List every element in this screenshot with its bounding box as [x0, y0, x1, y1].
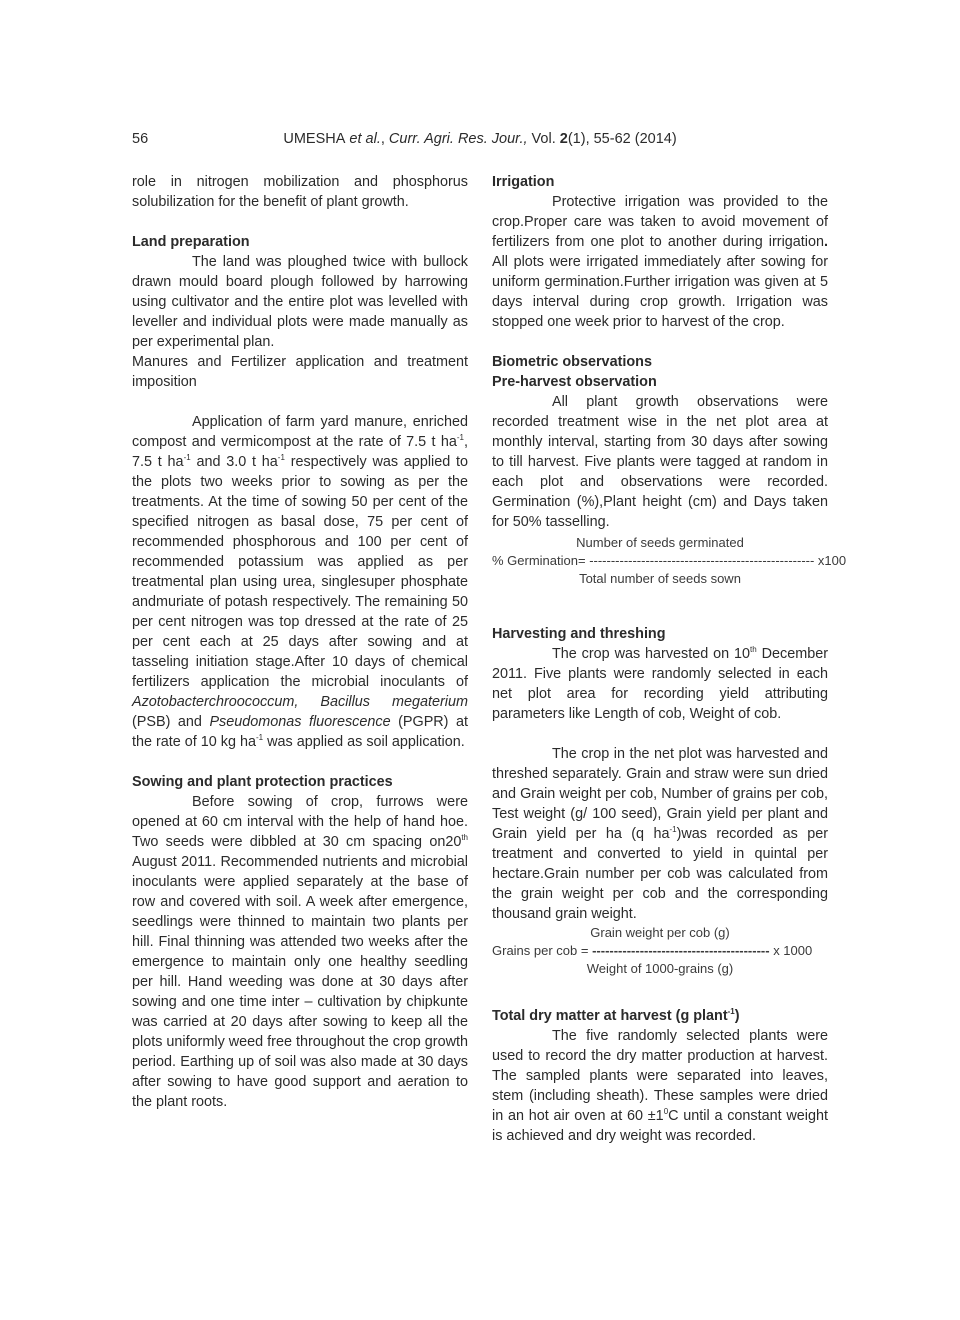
germination-formula — [492, 534, 847, 588]
superscript: -1 — [456, 433, 464, 443]
text-run: )was recorded as per treatment and converted to yield in quintal per hectare.Grain number per cob was calculated from the grain weight per cob and the corresponding thousand grain weight. — [492, 826, 828, 922]
formula-fraction-bar: ----------------------------------------- — [592, 943, 770, 958]
intro-paragraph: role in nitrogen mobilization and phosphorus solubilization for the benefit of plant growth. — [132, 174, 468, 210]
species-name: Pseudomonas fluorescence — [209, 714, 391, 730]
species-name: Azotobacterchroococcum, Bacillus megaterium — [132, 694, 468, 710]
formula-denominator: Weight of 1000-grains (g) — [586, 961, 734, 976]
sowing-paragraph — [132, 792, 468, 1112]
text-run: (PGPR) at the rate of 10 kg ha — [132, 714, 468, 750]
running-header — [132, 129, 828, 149]
application-paragraph — [132, 412, 468, 752]
text-run: December 2011. Five plants were randomly selected in each net plot area for recording yield attributing parameters like Length of cob, Weight of cob. — [492, 646, 828, 722]
bold-period: . — [824, 234, 828, 250]
separator: , — [380, 131, 389, 147]
superscript: -1 — [727, 1007, 735, 1017]
text-run: respectively was applied to the plots two weeks prior to sowing as per the treatments. At the time of sowing 50 per cent of the specified nitrogen as basal dose, 75 per cent of recommended phosphorous and 100 per cent of recommended potassium was applied as per treatmental plan using urea, singlesuper phosphate andmuriate of potash respectively. The remaining 50 per cent nitrogen was top dressed at the rate of 25 per cent each at 25 days after sowing and at tasseling initiation stage.After 10 days of chemical fertilizers application the microbial inoculants of — [132, 454, 468, 690]
journal-name: Curr. Agri. Res. Jour., — [388, 131, 528, 147]
formula-multiplier: x 1000 — [769, 943, 813, 958]
right-column — [492, 172, 847, 1146]
journal-citation — [132, 129, 828, 149]
formula-denominator: Total number of seeds sown — [579, 571, 741, 586]
superscript: -1 — [183, 453, 191, 463]
superscript: -1 — [669, 825, 677, 835]
formula-numerator: Grain weight per cob (g) — [590, 925, 730, 940]
preharvest-heading: Pre-harvest observation — [492, 374, 657, 390]
text-run: The five randomly selected plants were used to record the dry matter production at harvest. The sampled plants were separated into leaves, stem (including sheath). These samples were dried in an hot air oven at 60 ±1 — [492, 1028, 828, 1124]
formula-lhs: Grains per cob = — [492, 943, 593, 958]
irrigation-paragraph — [492, 192, 828, 332]
superscript: -1 — [277, 453, 285, 463]
preharvest-paragraph: All plant growth observations were recorded treatment wise in the net plot area at monthly interval, starting from 30 days after sowing to till harvest. Five plants were tagged at random in each plot and observations were recorded. Germination (%),Plant height (cm) and Days taken for 50% tasselling. — [492, 394, 828, 530]
text-run: August 2011. Recommended nutrients and microbial inoculants were applied separately at the base of row and covered with soil. A week after emergence, seedlings were thinned to maintain two plants per hill. Final thinning was attended two weeks after the emergence to maintain only one healthy seedling per hill. Hand weeding was done at 30 days after sowing and one time inter – cultivation by chipkunte was carried at 20 days after sowing to keep all the plots uniformly weed free throughout the crop growth period. Earthing up of soil was also made at 30 days after sowing to have good support and aeration to the plant roots. — [132, 854, 468, 1110]
text-run: and 3.0 t ha — [190, 454, 278, 470]
text-run: C until a constant weight is achieved and dry weight was recorded. — [492, 1108, 828, 1144]
harvesting-paragraph — [492, 644, 828, 724]
text-run: All plots were irrigated immediately after sowing for uniform germination.Further irrigation was given at 5 days interval during crop growth. Irrigation was stopped one week prior to harvest of the crop. — [492, 254, 828, 330]
irrigation-heading: Irrigation — [492, 174, 555, 190]
text-run: was applied as soil application. — [263, 734, 465, 750]
text-run: Application of farm yard manure, enriched compost and vermicompost at the rate of 7.5 t ha — [132, 414, 468, 450]
formula-lhs: % Germination= — [492, 553, 590, 568]
text-run: Before sowing of crop, furrows were opened at 60 cm interval with the help of hand hoe. Two seeds were dibbled at 30 cm spacing on20 — [132, 794, 468, 850]
sowing-heading: Sowing and plant protection practices — [132, 774, 393, 790]
text-run: The crop in the net plot was harvested and threshed separately. Grain and straw were sun dried and Grain weight per cob, Number of grains per cob, Test weight (g/ 100 seed), Grain yield per plant and Grain yield per ha (q ha — [492, 746, 828, 842]
total-dry-matter-heading — [492, 1006, 828, 1026]
text-run: Total dry matter at harvest (g plant — [492, 1008, 728, 1024]
superscript: th — [750, 645, 757, 655]
total-dry-matter-paragraph — [492, 1026, 828, 1146]
text-run: Protective irrigation was provided to the crop.Proper care was taken to avoid movement of fertilizers from one plot to another during irrigation — [492, 194, 828, 250]
left-column — [132, 172, 468, 1112]
superscript: th — [461, 833, 468, 843]
page-number: 56 — [132, 131, 149, 147]
issue-pages: (1), 55-62 (2014) — [567, 131, 677, 147]
land-preparation-paragraph: The land was ploughed twice with bullock drawn mould board plough followed by harrowing using cultivator and the entire plot was levelled with leveller and individual plots were made manually as per experimental plan. — [132, 254, 468, 350]
text-run: , 7.5 t ha — [132, 434, 468, 470]
authors: UMESHA — [283, 131, 346, 147]
text-run: ) — [734, 1008, 740, 1024]
threshing-paragraph — [492, 744, 828, 924]
biometric-heading: Biometric observations — [492, 354, 652, 370]
grains-per-cob-formula — [492, 924, 828, 978]
text-run: The crop was harvested on 10 — [552, 646, 751, 662]
volume-number: 2 — [559, 131, 568, 147]
formula-numerator: Number of seeds germinated — [576, 535, 744, 550]
text-run: (PSB) and — [132, 714, 210, 730]
superscript: 0 — [663, 1107, 669, 1117]
formula-fraction-bar: ---------------------------------------------------- — [589, 553, 815, 568]
formula-multiplier: x100 — [814, 553, 847, 568]
et-al: et al. — [345, 131, 381, 147]
land-preparation-heading: Land preparation — [132, 234, 250, 250]
formula-line — [492, 552, 847, 570]
formula-line — [492, 942, 828, 960]
vol-prefix: Vol. — [527, 131, 560, 147]
manures-heading: Manures and Fertilizer application and treatment imposition — [132, 354, 468, 390]
superscript: -1 — [256, 733, 264, 743]
harvesting-heading: Harvesting and threshing — [492, 626, 666, 642]
